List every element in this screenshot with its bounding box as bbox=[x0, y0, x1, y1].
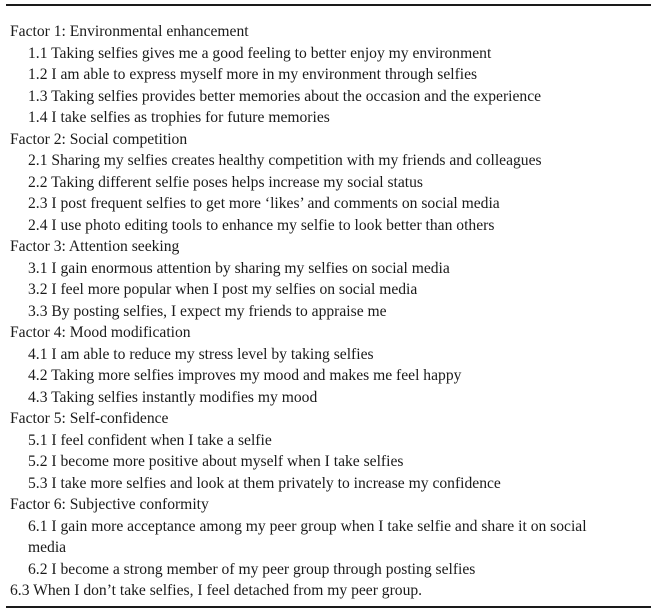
factor-item: 2.4 I use photo editing tools to enhance my selfie to look better than others bbox=[28, 216, 495, 234]
factor-item: 3.1 I gain enormous attention by sharing my selfies on social media bbox=[28, 259, 450, 277]
factor-item: 6.2 I become a strong member of my peer group through posting selfies bbox=[28, 560, 476, 578]
factor-item: 1.4 I take selfies as trophies for future memories bbox=[28, 109, 330, 126]
factor-item: 5.2 I become more positive about myself when I take selfies bbox=[28, 453, 404, 470]
factor-item: 1.2 I am able to express myself more in my environment through selfies bbox=[28, 66, 478, 83]
factor-item: 5.3 I take more selfies and look at them privately to increase my confidence bbox=[28, 474, 501, 492]
factor-item: 6.1 I gain more acceptance among my peer group when I take selfie and share it on social media bbox=[28, 517, 587, 556]
table-rows bbox=[6, 21, 651, 602]
factor-heading: Factor 4: Mood modification bbox=[10, 324, 191, 341]
factor-item: 1.1 Taking selfies gives me a good feeling to better enjoy my environment bbox=[28, 44, 492, 62]
factor-item: 4.1 I am able to reduce my stress level by taking selfies bbox=[28, 345, 374, 363]
factor-item: 3.2 I feel more popular when I post my selfies on social media bbox=[28, 281, 418, 298]
factor-table bbox=[6, 4, 651, 608]
factor-heading: Factor 1: Environmental enhancement bbox=[10, 23, 249, 40]
factor-heading: Factor 3: Attention seeking bbox=[10, 238, 180, 255]
factor-item: 3.3 By posting selfies, I expect my friends to appraise me bbox=[28, 302, 387, 320]
factor-item: 4.2 Taking more selfies improves my mood and makes me feel happy bbox=[28, 367, 462, 384]
factor-item: 4.3 Taking selfies instantly modifies my mood bbox=[28, 388, 318, 406]
table-bottom-rule bbox=[6, 606, 651, 608]
factor-item: 5.1 I feel confident when I take a selfie bbox=[28, 431, 272, 449]
factor-item: 1.3 Taking selfies provides better memories about the occasion and the experience bbox=[28, 87, 542, 105]
factor-item: 6.3 When I don’t take selfies, I feel detached from my peer group. bbox=[10, 582, 423, 599]
factor-heading: Factor 5: Self-confidence bbox=[10, 410, 169, 427]
factor-heading: Factor 2: Social competition bbox=[10, 130, 188, 148]
factor-item: 2.2 Taking different selfie poses helps increase my social status bbox=[28, 173, 424, 191]
table-top-rule bbox=[6, 4, 651, 6]
factor-item: 2.3 I post frequent selfies to get more ‘likes’ and comments on social media bbox=[28, 195, 500, 212]
factor-heading: Factor 6: Subjective conformity bbox=[10, 496, 209, 513]
factor-item: 2.1 Sharing my selfies creates healthy competition with my friends and colleagues bbox=[28, 152, 542, 169]
